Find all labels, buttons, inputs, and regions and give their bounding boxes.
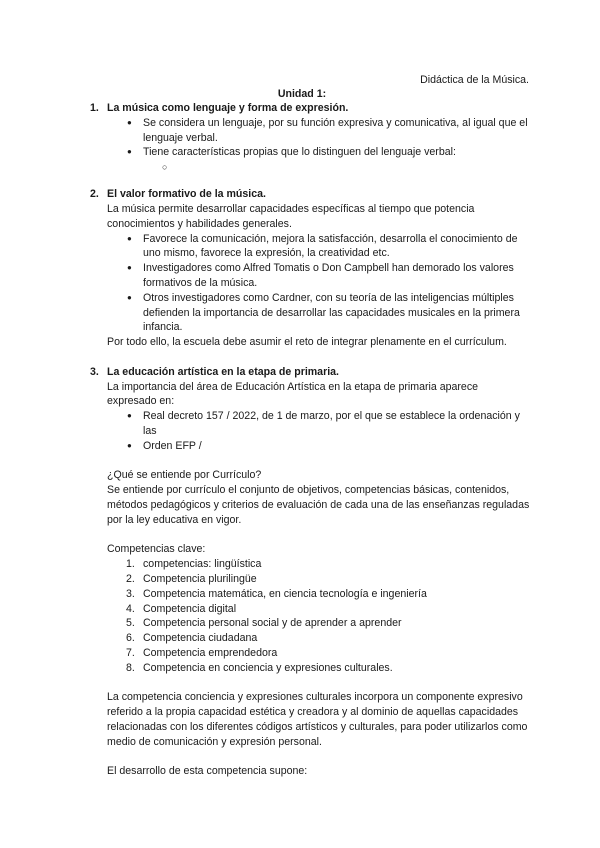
list-number: 3. — [126, 587, 135, 600]
list-number: 4. — [126, 602, 135, 615]
competencias-list — [90, 557, 530, 675]
section-3-title-text: La educación artística en la etapa de primaria. — [107, 365, 339, 378]
list-text: Competencia matemática, en ciencia tecnología e ingeniería — [143, 587, 427, 600]
list-text: Competencia personal social y de aprender a aprender — [143, 617, 402, 630]
list-item — [126, 587, 530, 602]
section-1-number: 1. — [90, 102, 99, 114]
list-number: 8. — [126, 661, 135, 674]
list-item — [126, 631, 530, 646]
list-text: Competencia emprendedora — [143, 646, 278, 659]
list-text: Competencia digital — [143, 602, 237, 615]
competencias-label: Competencias clave: — [107, 543, 206, 556]
list-item — [126, 557, 530, 572]
section-3-number: 3. — [90, 365, 99, 378]
section-1-bullet-list — [90, 116, 530, 160]
section-1-sub-bullet — [90, 160, 530, 175]
list-item: ● Orden EFP / — [143, 439, 530, 454]
section-3-bullet-list — [90, 409, 530, 453]
list-text: Competencia en conciencia y expresiones culturales. — [143, 661, 393, 674]
section-2-closing: Por todo ello, la escuela debe asumir el reto de integrar plenamente en el currículum. — [107, 336, 507, 349]
section-3-title — [90, 365, 530, 380]
hollow-circle-bullet-icon: ○ — [162, 162, 168, 173]
list-text: Competencia plurilingüe — [143, 572, 257, 585]
list-item — [126, 602, 530, 617]
list-item — [126, 646, 530, 661]
section-2-intro: La música permite desarrollar capacidades específicas al tiempo que potencia conocimientos y habilidades generales. — [107, 202, 475, 230]
list-item: ● Otros investigadores como Cardner, con su teoría de las inteligencias múltiples defienden la importancia de desarrollar las capacidades musicales en la primera infancia. — [143, 291, 530, 335]
list-text: competencias: lingüística — [143, 558, 262, 571]
competence-development-paragraph: El desarrollo de esta competencia supone: — [107, 765, 308, 778]
list-item — [126, 572, 530, 587]
section-2-title-text: El valor formativo de la música. — [107, 188, 266, 201]
cultural-competence-paragraph: La competencia conciencia y expresiones culturales incorpora un componente expresivo referido a la propia capacidad estética y creadora y al dominio de aquellas capacidades relacionadas con los diferentes códigos artísticos y culturales, para poder utilizarlos como medio de comunicación y expresión personal. — [107, 691, 528, 748]
list-item — [126, 616, 530, 631]
section-2-title — [90, 187, 530, 202]
list-item — [126, 661, 530, 676]
unit-title: Unidad 1: — [277, 88, 327, 100]
section-3-intro: La importancia del área de Educación Artística en la etapa de primaria aparece expresado en: — [107, 380, 479, 408]
document-body — [90, 101, 530, 779]
section-1-title-text: La música como lenguaje y forma de expresión. — [107, 102, 349, 114]
curriculo-question: ¿Qué se entiende por Currículo? — [107, 469, 262, 482]
list-item: ● Investigadores como Alfred Tomatis o Don Campbell han demorado los valores formativos de la música. — [143, 261, 530, 291]
list-text: Competencia ciudadana — [143, 632, 258, 645]
list-item: ● Se considera un lenguaje, por su función expresiva y comunicativa, al igual que el lenguaje verbal. — [143, 116, 530, 146]
section-2-number: 2. — [90, 188, 99, 201]
document-header-subject: Didáctica de la Música. — [420, 74, 529, 86]
list-item: ● Favorece la comunicación, mejora la satisfacción, desarrolla el conocimiento de uno mismo, favorece la expresión, la creatividad etc. — [143, 232, 530, 262]
list-number: 2. — [126, 572, 135, 585]
list-item: ● Tiene características propias que lo distinguen del lenguaje verbal: — [143, 145, 530, 160]
section-1-title — [90, 101, 530, 116]
curriculo-definition: Se entiende por currículo el conjunto de objetivos, competencias básicas, contenidos, métodos pedagógicos y criterios de evaluación de cada una de las enseñanzas reguladas por la ley educativa en vigor. — [107, 484, 530, 526]
list-item: ● Real decreto 157 / 2022, de 1 de marzo, por el que se establece la ordenación y las — [143, 409, 530, 439]
section-2-bullet-list — [90, 232, 530, 336]
list-number: 6. — [126, 632, 135, 645]
list-number: 5. — [126, 617, 135, 630]
list-number: 1. — [126, 558, 135, 571]
list-number: 7. — [126, 646, 135, 659]
